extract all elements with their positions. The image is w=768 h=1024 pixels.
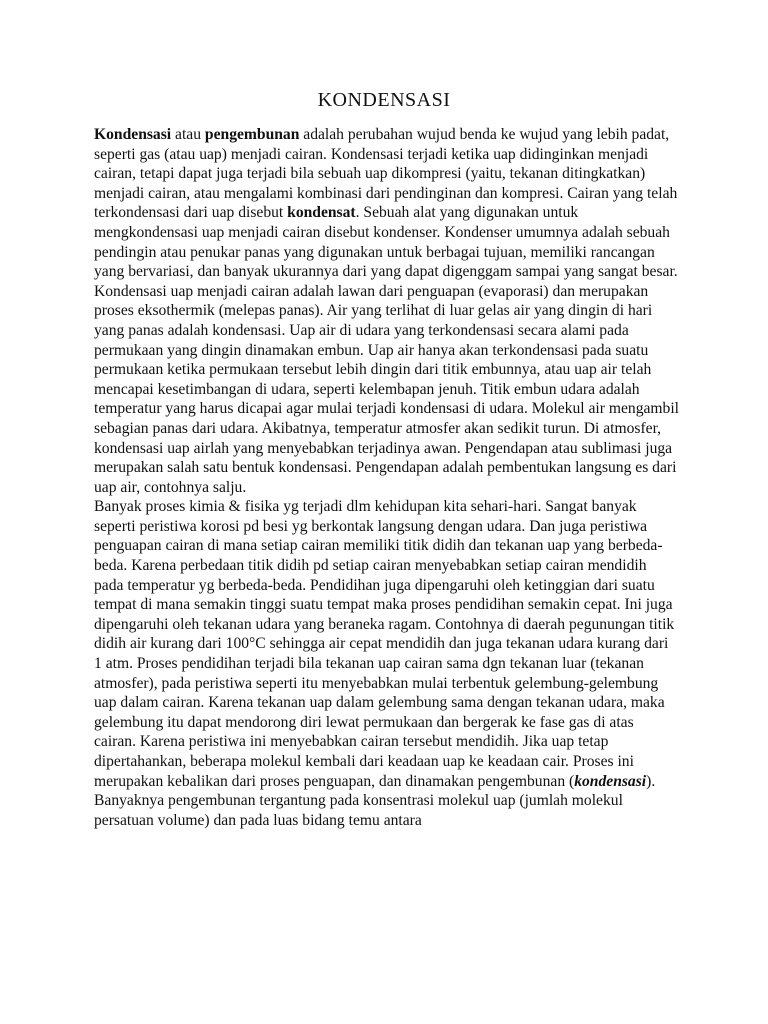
paragraph-process-text-a: Banyak proses kimia & fisika yg terjadi dlm kehidupan kita sehari-hari. Sangat banyak seperti peristiwa korosi pd besi yg berkontak langsung dengan udara. Dan juga peristiwa penguapan cairan di mana setiap cairan memiliki titik didih dan tekanan uap yang berbeda-beda. Karena perbedaan titik didih pd setiap cairan menyebabkan setiap cairan mendidih pada temperatur yg berbeda-beda. Pendidihan juga dipengaruhi oleh ketinggian dari suatu tempat di mana semakin tinggi suatu tempat maka proses pendidihan semakin cepat. Ini juga dipengaruhi oleh tekanan udara yang beraneka ragam. Contohnya di daerah pegunungan titik didih air kurang dari 100°C sehingga air cepat mendidih dan juga tekanan udara kurang dari 1 atm. Proses pendidihan terjadi bila tekanan uap cairan sama dgn tekanan luar (tekanan atmosfer), pada peristiwa seperti itu menyebabkan mulai terbentuk gelembung-gelembung uap dalam cairan. Karena tekanan uap dalam gelembung sama dengan tekanan udara, maka gelembung itu dapat mendorong diri lewat permukaan dan bergerak ke fase gas di atas cairan. Karena peristiwa ini menyebabkan cairan tersebut mendidih. Jika uap tetap dipertahankan, beberapa molekul kembali dari keadaan uap ke keadaan cair. Proses ini merupakan kebalikan dari proses penguapan, dan dinamakan pengembunan (	[94, 498, 675, 790]
paragraph-definition-text-b: . Sebuah alat yang digunakan untuk mengkondensasi uap menjadi cairan disebut kondenser. Kondenser umumnya adalah sebuah pendingin atau penukar panas yang digunakan untuk berbagai tujuan, memiliki rancangan yang bervariasi, dan banyak ukurannya dari yang dapat digenggam sampai yang sangat besar. Kondensasi uap menjadi cairan adalah lawan dari penguapan (evaporasi) dan merupakan proses eksothermik (melepas panas). Air yang terlihat di luar gelas air yang dingin di hari yang panas adalah kondensasi. Uap air di udara yang terkondensasi secara alami pada permukaan yang dingin dinamakan embun. Uap air hanya akan terkondensasi pada suatu permukaan ketika permukaan tersebut lebih dingin dari titik embunnya, atau uap air telah mencapai kesetimbangan di udara, seperti kelembapan jenuh. Titik embun udara adalah temperatur yang harus dicapai agar mulai terjadi kondensasi di udara. Molekul air mengambil sebagian panas dari udara. Akibatnya, temperatur atmosfer akan sedikit turun. Di atmosfer, kondensasi uap airlah yang menyebabkan terjadinya awan. Pengendapan atau sublimasi juga merupakan salah satu bentuk kondensasi. Pengendapan adalah pembentukan langsung es dari uap air, contohnya salju.	[94, 204, 680, 496]
term-kondensat: kondensat	[287, 204, 356, 222]
text-atau: atau	[171, 126, 205, 143]
term-pengembunan: pengembunan	[204, 126, 300, 143]
document-body	[94, 125, 679, 830]
paragraph-process	[94, 497, 679, 830]
paragraph-process-text-b: ). Banyaknya pengembunan tergantung pada konsentrasi molekul uap (jumlah molekul persatuan volume) dan pada luas bidang temu antara	[94, 772, 656, 829]
document-title: KONDENSASI	[317, 89, 451, 111]
paragraph-definition-text-a: adalah perubahan wujud benda ke wujud yang lebih padat, seperti gas (atau uap) menjadi cairan. Kondensasi terjadi ketika uap didinginkan menjadi cairan, tetapi dapat juga terjadi bila sebuah uap dikompresi (yaitu, tekanan ditingkatkan) menjadi cairan, atau mengalami kombinasi dari pendinginan dan kompresi. Cairan yang telah terkondensasi dari uap disebut	[94, 126, 678, 222]
term-kondensasi-italic: kondensasi	[574, 772, 647, 790]
term-kondensasi: Kondensasi	[94, 126, 172, 143]
paragraph-definition	[94, 125, 679, 497]
